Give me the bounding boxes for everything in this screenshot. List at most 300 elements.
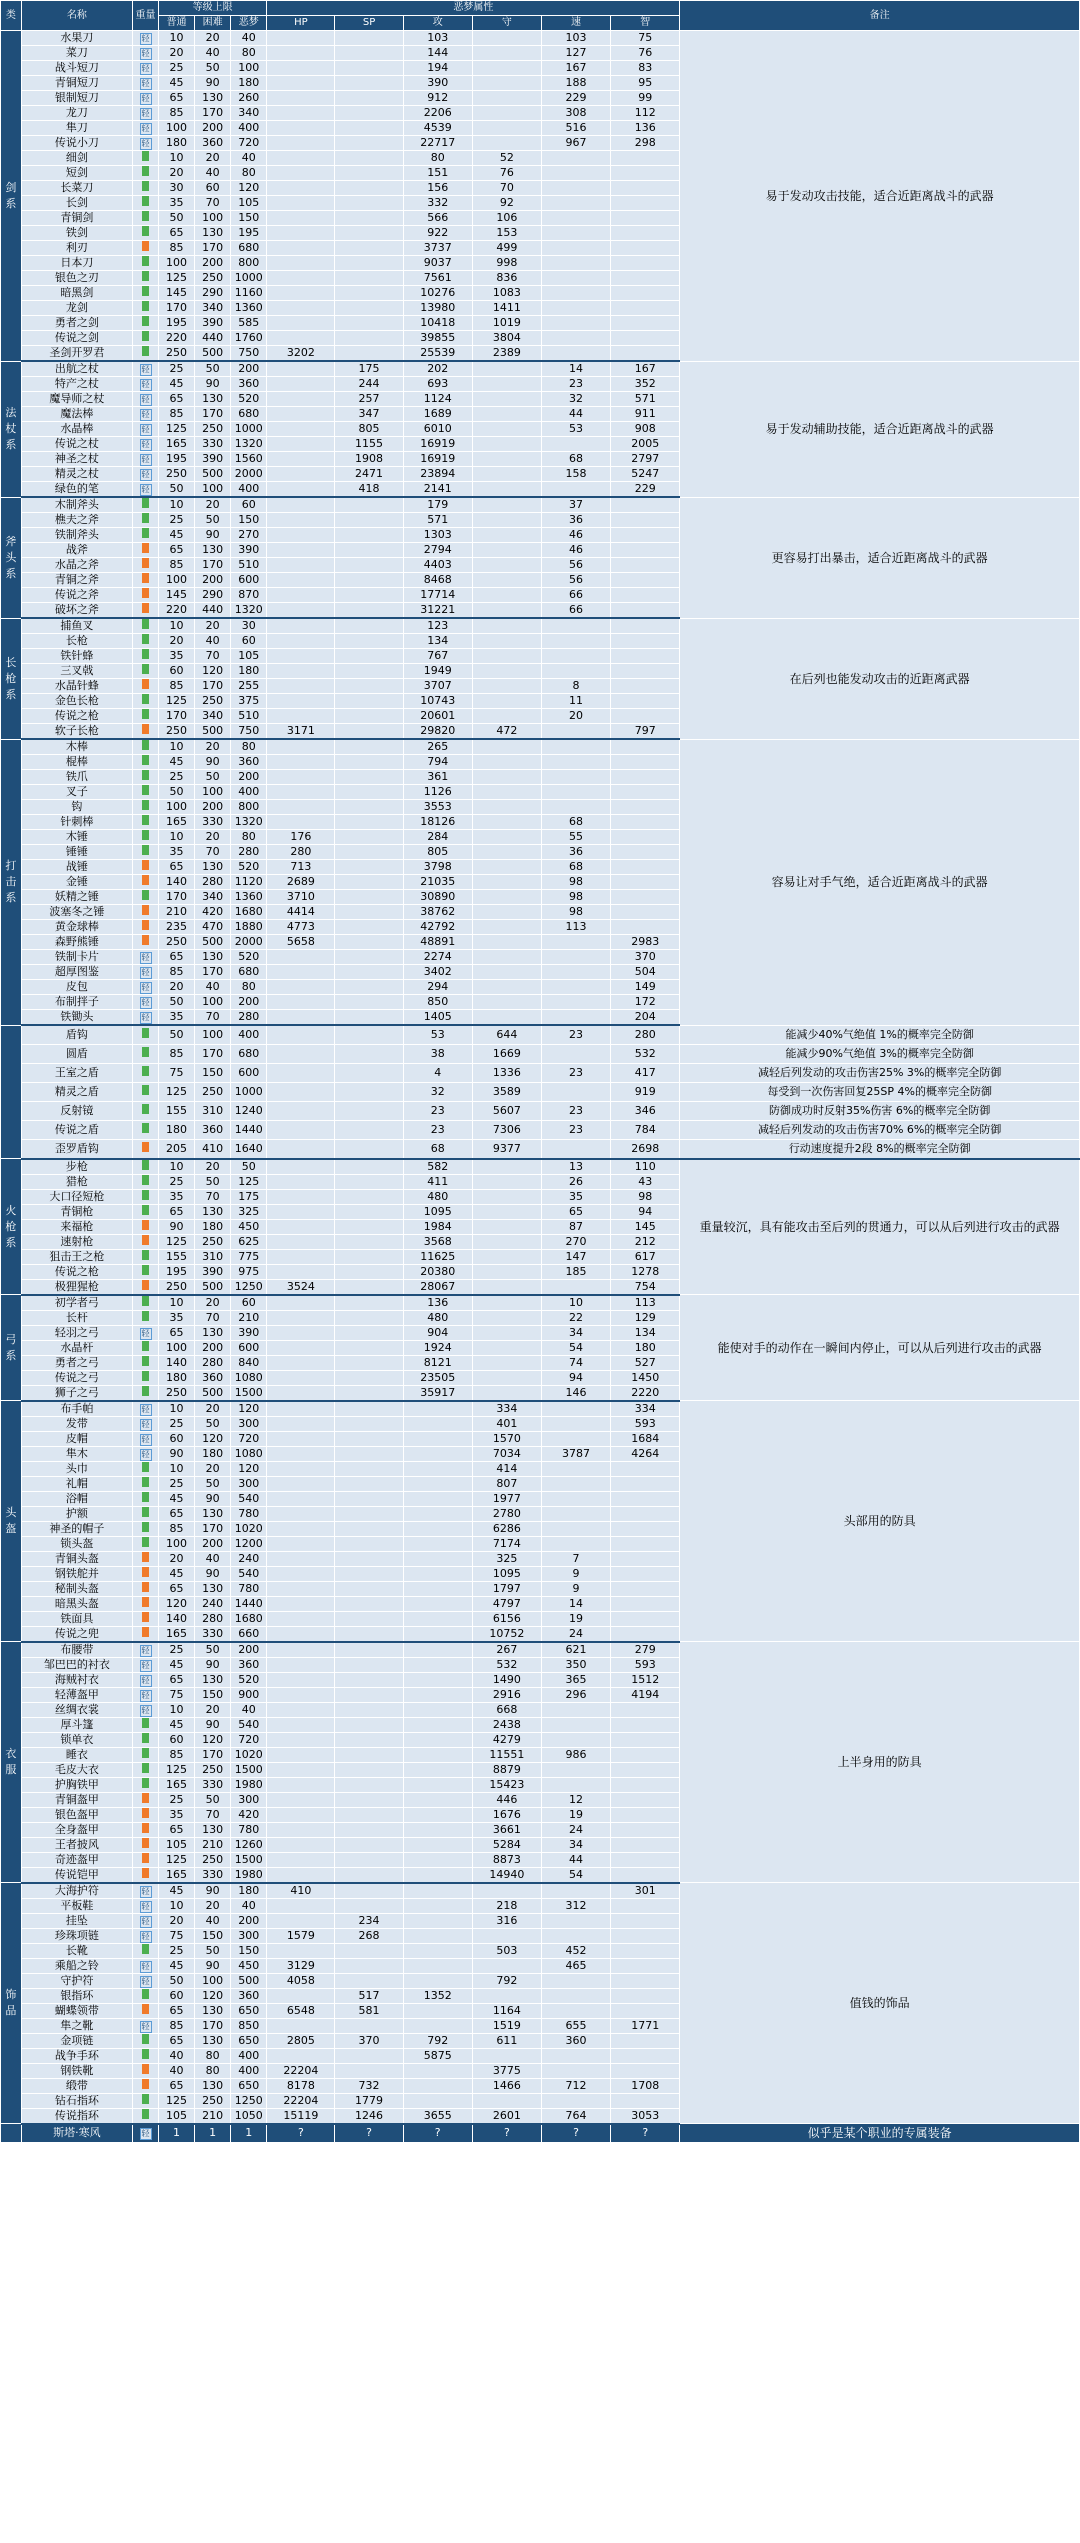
level-hard: 40 <box>195 1551 231 1566</box>
stat-def <box>472 770 541 785</box>
weight-light-icon: 轻 <box>141 983 150 992</box>
stat-sp <box>335 830 403 845</box>
level-nightmare: 1980 <box>231 1777 267 1792</box>
stat-def: 316 <box>472 1913 541 1928</box>
stat-hp <box>267 1747 335 1762</box>
weight-light-icon: 轻 <box>141 124 150 133</box>
stat-hp <box>267 1401 335 1417</box>
stat-spd <box>541 1928 610 1943</box>
stat-hp <box>267 1159 335 1175</box>
stat-hp: 3129 <box>267 1958 335 1973</box>
weight-cell <box>133 31 159 46</box>
stat-spd <box>541 995 610 1010</box>
stat-spd: 465 <box>541 1958 610 1973</box>
level-hard: 130 <box>195 950 231 965</box>
level-hard: 340 <box>195 301 231 316</box>
stat-def <box>472 2048 541 2063</box>
header-name: 名称 <box>21 1 133 31</box>
stat-sp <box>335 1101 403 1120</box>
stat-int <box>611 196 680 211</box>
table-row <box>1 497 1080 513</box>
row-note: 行动速度提升2段 8%的概率完全防御 <box>680 1139 1080 1159</box>
stat-hp: 176 <box>267 830 335 845</box>
stat-atk: 53 <box>403 1025 472 1044</box>
level-normal: 155 <box>158 1249 194 1264</box>
stat-hp <box>267 76 335 91</box>
item-name: 青铜头盔 <box>21 1551 133 1566</box>
stat-int <box>611 800 680 815</box>
level-hard: 120 <box>195 1732 231 1747</box>
level-normal: 45 <box>158 1491 194 1506</box>
level-nightmare: 375 <box>231 694 267 709</box>
table-row <box>1 1082 1080 1101</box>
weight-light-icon: 轻 <box>141 998 150 1007</box>
level-nightmare: 1880 <box>231 920 267 935</box>
stat-def <box>472 1249 541 1264</box>
stat-def: 106 <box>472 211 541 226</box>
item-name: 水果刀 <box>21 31 133 46</box>
stat-atk <box>403 1852 472 1867</box>
level-hard: 50 <box>195 1642 231 1658</box>
weight-heavy-icon <box>142 1280 149 1290</box>
stat-int <box>611 1943 680 1958</box>
stat-def <box>472 76 541 91</box>
stat-int: 229 <box>611 482 680 498</box>
level-nightmare: 510 <box>231 709 267 724</box>
item-name: 轻羽之弓 <box>21 1325 133 1340</box>
stat-hp <box>267 1174 335 1189</box>
item-name: 大海护符 <box>21 1883 133 1899</box>
stat-int: 784 <box>611 1120 680 1139</box>
stat-sp <box>335 1340 403 1355</box>
item-name: 狙击王之枪 <box>21 1249 133 1264</box>
stat-int <box>611 1626 680 1642</box>
weight-cell <box>133 664 159 679</box>
level-nightmare: 300 <box>231 1416 267 1431</box>
level-nightmare: 520 <box>231 1672 267 1687</box>
stat-def: 11551 <box>472 1747 541 1762</box>
level-normal: 10 <box>158 1702 194 1717</box>
stat-spd <box>541 1279 610 1295</box>
level-nightmare: 1080 <box>231 1370 267 1385</box>
stat-def <box>472 1385 541 1401</box>
item-name: 奇迹盔甲 <box>21 1852 133 1867</box>
weight-cell <box>133 694 159 709</box>
stat-atk <box>403 1837 472 1852</box>
level-nightmare: 1240 <box>231 1101 267 1120</box>
stat-def <box>472 995 541 1010</box>
level-nightmare: 720 <box>231 136 267 151</box>
item-name: 青铜短刀 <box>21 76 133 91</box>
weight-heavy-icon <box>142 1808 149 1818</box>
level-normal: 250 <box>158 935 194 950</box>
stat-atk: 17714 <box>403 588 472 603</box>
level-normal: 25 <box>158 1416 194 1431</box>
level-normal: 60 <box>158 1988 194 2003</box>
stat-int <box>611 1566 680 1581</box>
level-nightmare: 175 <box>231 1189 267 1204</box>
level-normal: 65 <box>158 2078 194 2093</box>
table-body <box>1 31 1080 2143</box>
stat-sp: 418 <box>335 482 403 498</box>
stat-def <box>472 875 541 890</box>
stat-int: 1684 <box>611 1431 680 1446</box>
group-note: 易于发动辅助技能，适合近距离战斗的武器 <box>680 361 1080 497</box>
level-hard: 210 <box>195 1837 231 1852</box>
level-hard: 20 <box>195 497 231 513</box>
stat-int <box>611 1611 680 1626</box>
stat-sp <box>335 603 403 619</box>
level-normal: 10 <box>158 1898 194 1913</box>
weight-cell <box>133 679 159 694</box>
item-name: 战锤 <box>21 860 133 875</box>
stat-atk <box>403 1581 472 1596</box>
level-normal: 165 <box>158 437 194 452</box>
weight-cell <box>133 1063 159 1082</box>
stat-int: 797 <box>611 724 680 740</box>
stat-hp <box>267 1461 335 1476</box>
table-row <box>1 1063 1080 1082</box>
stat-sp <box>335 181 403 196</box>
stat-spd <box>541 618 610 634</box>
stat-hp <box>267 301 335 316</box>
level-normal: 250 <box>158 346 194 362</box>
stat-atk: 10743 <box>403 694 472 709</box>
stat-sp <box>335 875 403 890</box>
item-name: 水晶杆 <box>21 1340 133 1355</box>
stat-def <box>472 1310 541 1325</box>
stat-spd: 23 <box>541 1120 610 1139</box>
stat-sp <box>335 1461 403 1476</box>
weight-cell <box>133 1025 159 1044</box>
stat-atk: 2274 <box>403 950 472 965</box>
stat-hp <box>267 1687 335 1702</box>
stat-atk: 10276 <box>403 286 472 301</box>
stat-def: 3661 <box>472 1822 541 1837</box>
stat-def <box>472 106 541 121</box>
stat-hp <box>267 603 335 619</box>
weight-medium-icon <box>142 1265 149 1275</box>
level-normal: 35 <box>158 196 194 211</box>
level-hard: 280 <box>195 1355 231 1370</box>
weight-medium-icon <box>142 634 149 644</box>
stat-sp <box>335 1010 403 1026</box>
weight-cell <box>133 151 159 166</box>
level-normal: 85 <box>158 1044 194 1063</box>
stat-int <box>611 2033 680 2048</box>
level-normal: 45 <box>158 1883 194 1899</box>
level-nightmare: 650 <box>231 2033 267 2048</box>
weight-cell <box>133 61 159 76</box>
stat-def <box>472 1174 541 1189</box>
stat-spd: 712 <box>541 2078 610 2093</box>
weight-heavy-icon <box>142 1142 149 1152</box>
level-nightmare: 540 <box>231 1717 267 1732</box>
stat-sp <box>335 226 403 241</box>
stat-atk <box>403 1792 472 1807</box>
weight-medium-icon <box>142 286 149 296</box>
stat-int <box>611 1506 680 1521</box>
level-nightmare: 1250 <box>231 2093 267 2108</box>
weight-light-icon: 轻 <box>141 1434 150 1444</box>
weight-medium-icon <box>142 1371 149 1381</box>
stat-spd <box>541 1431 610 1446</box>
stat-spd: 452 <box>541 1943 610 1958</box>
level-nightmare: 30 <box>231 618 267 634</box>
stat-int: 75 <box>611 31 680 46</box>
weight-cell <box>133 1687 159 1702</box>
stat-sp <box>335 2063 403 2078</box>
stat-def <box>472 407 541 422</box>
weight-medium-icon <box>142 1066 149 1076</box>
weight-heavy-icon <box>142 1597 149 1607</box>
stat-spd: 360 <box>541 2033 610 2048</box>
level-normal: 105 <box>158 2108 194 2124</box>
stat-hp <box>267 407 335 422</box>
stat-def: 446 <box>472 1792 541 1807</box>
stat-spd: 56 <box>541 558 610 573</box>
stat-spd: 296 <box>541 1687 610 1702</box>
item-name: 金项链 <box>21 2033 133 2048</box>
stat-def: 1336 <box>472 1063 541 1082</box>
stat-int <box>611 1476 680 1491</box>
stat-sp <box>335 1120 403 1139</box>
weight-medium-icon <box>142 1085 149 1095</box>
stat-int <box>611 845 680 860</box>
stat-int: 134 <box>611 1325 680 1340</box>
level-hard: 20 <box>195 1461 231 1476</box>
stat-atk: 134 <box>403 634 472 649</box>
stat-hp <box>267 1581 335 1596</box>
stat-sp <box>335 785 403 800</box>
stat-sp <box>335 271 403 286</box>
item-name: 轻薄盔甲 <box>21 1687 133 1702</box>
stat-atk: 4 <box>403 1063 472 1082</box>
weight-cell <box>133 136 159 151</box>
level-nightmare: 800 <box>231 800 267 815</box>
stat-hp: 3202 <box>267 346 335 362</box>
item-name: 护胸铁甲 <box>21 1777 133 1792</box>
stat-spd: 350 <box>541 1657 610 1672</box>
weight-medium-icon <box>142 890 149 900</box>
level-nightmare: 400 <box>231 785 267 800</box>
level-normal: 125 <box>158 694 194 709</box>
item-name: 暗黑头盔 <box>21 1596 133 1611</box>
level-nightmare: 625 <box>231 1234 267 1249</box>
stat-atk: 3553 <box>403 800 472 815</box>
stat-atk <box>403 1506 472 1521</box>
weight-cell <box>133 739 159 755</box>
item-name: 布腰带 <box>21 1642 133 1658</box>
stat-spd: 87 <box>541 1219 610 1234</box>
stat-sp <box>335 196 403 211</box>
weight-light-icon: 轻 <box>141 109 150 118</box>
stat-def <box>472 452 541 467</box>
level-normal: 100 <box>158 1536 194 1551</box>
weight-heavy-icon <box>142 2004 149 2014</box>
stat-hp <box>267 1777 335 1792</box>
stat-spd: 24 <box>541 1822 610 1837</box>
level-hard: 170 <box>195 1521 231 1536</box>
stat-spd: 23 <box>541 1025 610 1044</box>
weight-light-icon: 轻 <box>141 380 150 389</box>
stat-def <box>472 709 541 724</box>
stat-hp <box>267 1717 335 1732</box>
group-note: 值钱的饰品 <box>680 1883 1080 2124</box>
weight-cell <box>133 1596 159 1611</box>
item-name: 水晶之斧 <box>21 558 133 573</box>
weight-cell <box>133 1777 159 1792</box>
stat-spd <box>541 935 610 950</box>
stat-int <box>611 1958 680 1973</box>
weight-cell <box>133 980 159 995</box>
weight-light-icon: 轻 <box>141 395 150 404</box>
stat-hp <box>267 226 335 241</box>
weight-cell <box>133 241 159 256</box>
stat-hp <box>267 106 335 121</box>
stat-sp <box>335 649 403 664</box>
stat-sp <box>335 950 403 965</box>
stat-sp: 347 <box>335 407 403 422</box>
stat-hp <box>267 1822 335 1837</box>
level-hard: 340 <box>195 709 231 724</box>
weight-heavy-icon <box>142 860 149 870</box>
weight-light-icon: 轻 <box>141 1931 150 1941</box>
item-name: 隼之靴 <box>21 2018 133 2033</box>
stat-def: 1095 <box>472 1566 541 1581</box>
item-name: 青铜枪 <box>21 1204 133 1219</box>
item-name: 战斧 <box>21 543 133 558</box>
stat-sp <box>335 800 403 815</box>
stat-sp <box>335 860 403 875</box>
weight-cell <box>133 407 159 422</box>
stat-def: 3804 <box>472 331 541 346</box>
stat-hp <box>267 1120 335 1139</box>
stat-atk: 566 <box>403 211 472 226</box>
weight-cell <box>133 166 159 181</box>
item-name: 铁剑 <box>21 226 133 241</box>
stat-spd: 10 <box>541 1295 610 1311</box>
weight-cell <box>133 1044 159 1063</box>
stat-hp <box>267 91 335 106</box>
item-name: 全身盔甲 <box>21 1822 133 1837</box>
stat-hp <box>267 709 335 724</box>
level-nightmare: 195 <box>231 226 267 241</box>
level-nightmare: 1500 <box>231 1385 267 1401</box>
weight-cell <box>133 1159 159 1175</box>
weight-medium-icon <box>142 1462 149 1472</box>
stat-spd <box>541 1044 610 1063</box>
stat-int <box>611 1717 680 1732</box>
level-nightmare: 80 <box>231 830 267 845</box>
stat-def <box>472 467 541 482</box>
item-name: 厚斗篷 <box>21 1717 133 1732</box>
level-hard: 130 <box>195 2003 231 2018</box>
item-name: 软子长枪 <box>21 724 133 740</box>
level-hard: 390 <box>195 452 231 467</box>
stat-int <box>611 2048 680 2063</box>
weight-medium-icon <box>142 1104 149 1114</box>
stat-spd: 34 <box>541 1325 610 1340</box>
stat-atk: 68 <box>403 1139 472 1159</box>
item-name: 皮包 <box>21 980 133 995</box>
stat-hp <box>267 1626 335 1642</box>
item-name: 铁制斧头 <box>21 528 133 543</box>
stat-sp <box>335 1370 403 1385</box>
item-name: 神圣之杖 <box>21 452 133 467</box>
item-name: 传说小刀 <box>21 136 133 151</box>
item-name: 精灵之盾 <box>21 1082 133 1101</box>
level-nightmare: 390 <box>231 1325 267 1340</box>
level-hard: 280 <box>195 1611 231 1626</box>
stat-hp <box>267 1310 335 1325</box>
weight-medium-icon <box>142 1296 149 1306</box>
stat-atk: 25539 <box>403 346 472 362</box>
weight-light-icon: 轻 <box>141 1886 150 1896</box>
level-hard: 170 <box>195 558 231 573</box>
weight-cell <box>133 497 159 513</box>
stat-sp: ? <box>335 2124 403 2143</box>
weight-heavy-icon <box>142 1868 149 1878</box>
stat-spd: 35 <box>541 1189 610 1204</box>
stat-atk: 693 <box>403 377 472 392</box>
stat-int <box>611 331 680 346</box>
level-hard: 20 <box>195 1702 231 1717</box>
level-normal: 45 <box>158 377 194 392</box>
weight-heavy-icon <box>142 1552 149 1562</box>
level-nightmare: 650 <box>231 2078 267 2093</box>
stat-hp <box>267 1732 335 1747</box>
weight-cell <box>133 1355 159 1370</box>
stat-atk: 194 <box>403 61 472 76</box>
stat-atk <box>403 1551 472 1566</box>
weight-medium-icon <box>142 1733 149 1743</box>
stat-def: 8873 <box>472 1852 541 1867</box>
level-hard: 50 <box>195 513 231 528</box>
stat-def <box>472 679 541 694</box>
level-hard: 90 <box>195 1958 231 1973</box>
level-nightmare: 200 <box>231 361 267 377</box>
weight-cell <box>133 1657 159 1672</box>
stat-int: 919 <box>611 1082 680 1101</box>
stat-def <box>472 1295 541 1311</box>
stat-spd: 13 <box>541 1159 610 1175</box>
level-normal: 65 <box>158 392 194 407</box>
item-name: 盾钩 <box>21 1025 133 1044</box>
stat-sp <box>335 1596 403 1611</box>
stat-def <box>472 935 541 950</box>
level-nightmare: 600 <box>231 573 267 588</box>
weight-cell <box>133 91 159 106</box>
level-nightmare: 360 <box>231 1657 267 1672</box>
stat-hp <box>267 1852 335 1867</box>
level-hard: 50 <box>195 1792 231 1807</box>
stat-def: 10752 <box>472 1626 541 1642</box>
weight-cell <box>133 346 159 362</box>
stat-def <box>472 980 541 995</box>
weight-light-icon: 轻 <box>141 2129 150 2139</box>
level-nightmare: 975 <box>231 1264 267 1279</box>
weight-cell <box>133 1702 159 1717</box>
level-hard: 150 <box>195 1063 231 1082</box>
header-nightmare: 恶梦 <box>231 16 267 31</box>
stat-sp <box>335 1717 403 1732</box>
stat-spd <box>541 437 610 452</box>
level-normal: 25 <box>158 61 194 76</box>
weight-cell <box>133 226 159 241</box>
stat-int <box>611 1536 680 1551</box>
stat-sp <box>335 166 403 181</box>
